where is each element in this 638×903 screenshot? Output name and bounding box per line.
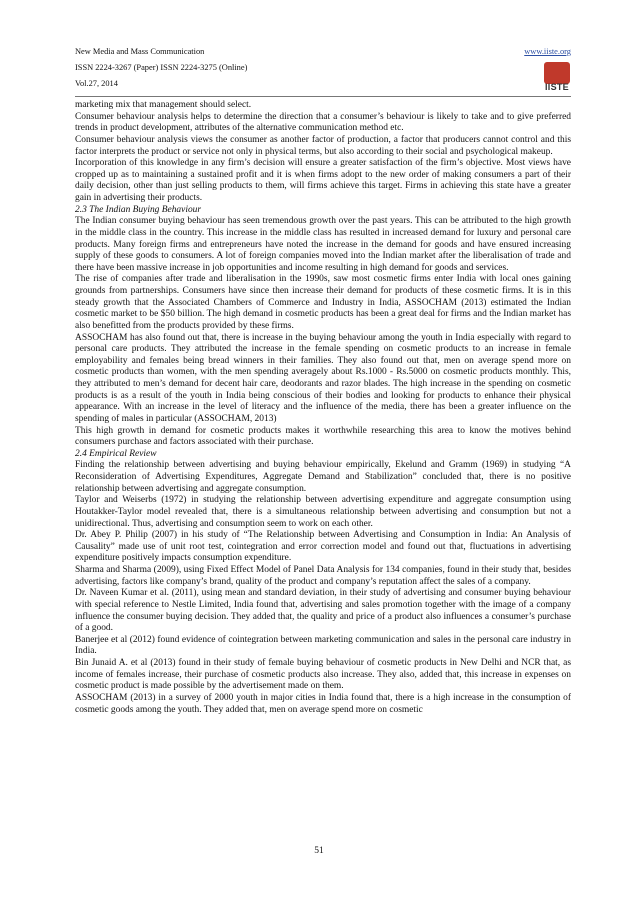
paragraph: Dr. Abey P. Philip (2007) in his study of “The Relationship between Advertising and Consumption in India: An Analysis of Causality” made use of unit root test, cointegration and error correction model and found out that, fluctuations in advertising expenditure positively impacts consumption expenditure. <box>75 530 571 564</box>
logo-text: IISTE <box>544 82 569 92</box>
article-body <box>75 100 571 716</box>
journal-title: New Media and Mass Communication <box>75 47 205 56</box>
paragraph: Incorporation of this knowledge in any firm’s decision will ensure a greater satisfaction of the firm’s objective. Most views have cropped up as to maintaining a sustained profit and it is when firms adopt to the new order of making consumers a part of their daily decision, other than just selling products to them, will firms achieve this target. Firms in achieving this state have a greater gain in advertising their products. <box>75 158 571 203</box>
logo-graphic-icon <box>544 62 570 84</box>
paragraph: ASSOCHAM has also found out that, there is increase in the buying behaviour among the youth in India especially with regard to personal care products. They attributed the increase in the female spending on cosmetic products to an increase in female employability and females being bread winners in their families. They also found out that, men on average spend more on cosmetic products than women, with the men spending averagely about Rs.1000 - Rs.5000 on cosmetic products monthly. This, they attributed to men’s demand for decent hair care, deodorants and razor blades. The high increase in the spending on cosmetic products is as a result of the youth in India being conscious of their bodies and looking for products to enhance their physical appearance. With an increase in the level of literacy and the influence of the media, there has been a greater influence on the spending of males in particular (ASSOCHAM, 2013) <box>75 332 571 424</box>
paragraph: Banerjee et al (2012) found evidence of cointegration between marketing communication and sales in the personal care industry in India. <box>75 634 571 657</box>
volume-line: Vol.27, 2014 <box>75 79 118 88</box>
section-heading-2-3: 2.3 The Indian Buying Behaviour <box>75 204 202 215</box>
journal-info <box>75 44 571 92</box>
paragraph: Bin Junaid A. et al (2013) found in their study of female buying behaviour of cosmetic products in New Delhi and NCR that, as income of females increase, their purchase of cosmetic products also increase. They also, added that, this increase in expenses on cosmetic product is made possible by the advertisement made on them. <box>75 658 571 692</box>
paragraph: Dr. Naveen Kumar et al. (2011), using mean and standard deviation, in their study of advertising and consumer buying behaviour with special reference to Nestle Limited, India found that, advertising and sales promotion together with the image of a company influence the consumer buying decision. They added that, the quality and price of a product also influences a consumer’s purchase of a good. <box>75 588 571 634</box>
paragraph: Consumer behaviour analysis views the consumer as another factor of production, a factor that producers cannot control and this factor interprets the product or service not only in physical terms, but also according to their social and psychological makeup. <box>75 134 571 157</box>
paragraph: Consumer behaviour analysis helps to determine the direction that a consumer’s behaviour is likely to take and to give preferred trends in product development, attributes of the alternative communication method etc. <box>75 111 571 134</box>
paragraph: Taylor and Weiserbs (1972) in studying the relationship between advertising expenditure and aggregate consumption using Houtakker-Taylor model revealed that, there is a simultaneous relationship between advertising and consumption but not a unidirectional. Thus, advertising and consumption seem to work on each other. <box>75 495 571 529</box>
paragraph: ASSOCHAM (2013) in a survey of 2000 youth in major cities in India found that, there is a high increase in the consumption of cosmetic goods among the youth. They added that, men on average spend more on cosmetic <box>75 692 571 715</box>
issn-line: ISSN 2224-3267 (Paper) ISSN 2224-3275 (Online) <box>75 63 248 72</box>
iiste-logo <box>543 62 571 94</box>
paragraph: Sharma and Sharma (2009), using Fixed Effect Model of Panel Data Analysis for 134 companies, found in their study that, besides advertising, factors like company’s brand, quality of the product and company’s reputation affect the sales of a company. <box>75 565 571 587</box>
page-number: 51 <box>314 846 324 856</box>
paragraph: marketing mix that management should select. <box>75 100 252 110</box>
paragraph: This high growth in demand for cosmetic products makes it worthwhile researching this area to know the motives behind consumers purchase and factors associated with their purchase. <box>75 425 571 448</box>
paragraph: The Indian consumer buying behaviour has seen tremendous growth over the past years. This can be attributed to the high growth in the middle class in the country. This increase in the middle class has resulted in increased demand for luxury and personal care products. Many foreign firms and entrepreneurs have noted the increase in the demand for goods and have ensured increasing supply of these goods to consumers. A lot of foreign companies moved into the Indian market after the liberalisation of trade and there have been massive increase in job opportunities and income resulting in high demand for goods and services. <box>75 216 571 273</box>
paragraph: The rise of companies after trade and liberalisation in the 1990s, saw most cosmetic firms enter India with local ones gaining grounds from partnerships. Consumers have since then increase their demand for products of these cosmetic firms. It is in this steady growth that the Associated Chambers of Commerce and Industry in India, ASSOCHAM (2013) estimated the Indian cosmetic market to be $50 billion. The high demand in cosmetic products has been a great deal for firms and the Indian market has also benefitted from the products provided by these firms. <box>75 274 571 331</box>
header-divider <box>75 96 571 97</box>
section-heading-2-4: 2.4 Empirical Review <box>75 448 157 459</box>
paragraph: Finding the relationship between advertising and buying behaviour empirically, Ekelund and Gramm (1969) in studying “A Reconsideration of Advertising Expenditures, Aggregate Demand and Stabilization” concluded that, there is no positive relationship between advertising and aggregate consumption. <box>75 460 571 494</box>
journal-url-link[interactable]: www.iiste.org <box>524 47 571 56</box>
page-header <box>75 44 571 94</box>
